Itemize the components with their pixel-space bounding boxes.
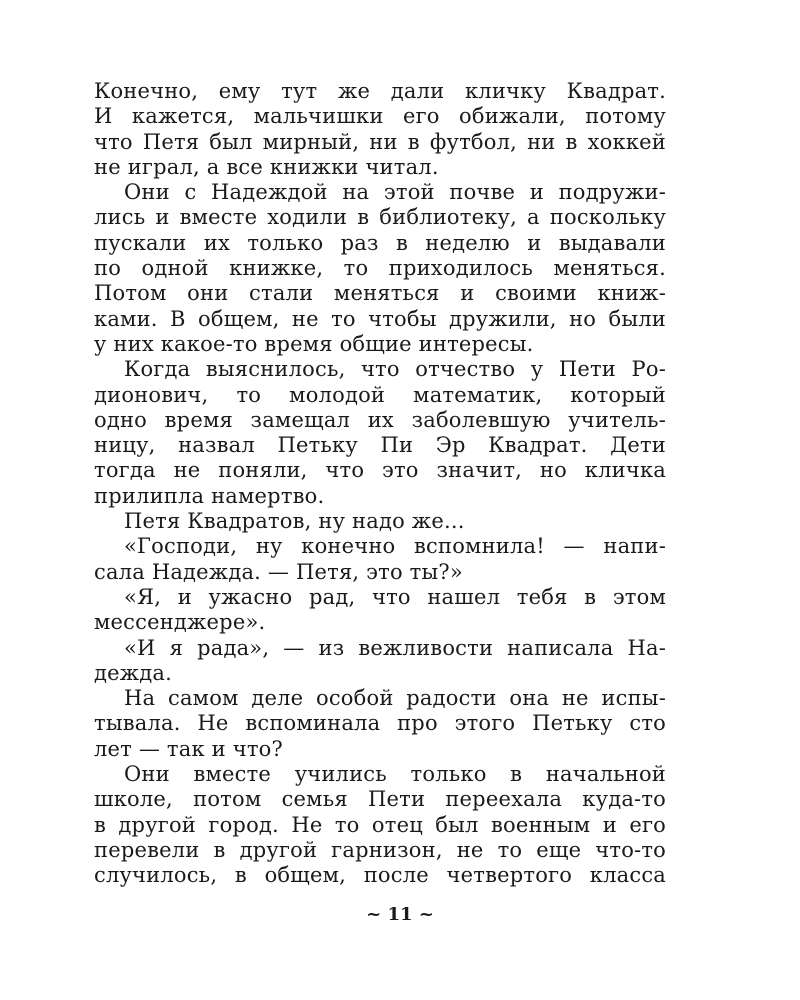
text-line: Они вместе учились только в начальной [124, 762, 666, 787]
text-line: перевели в другой гарнизон, не то еще что-то [94, 837, 666, 862]
text-line: у них какое-то время общие интересы. [94, 331, 534, 356]
text-line: ницу, назвал Петьку Пи Эр Квадрат. Дети [94, 433, 666, 458]
text-line: тывала. Не вспоминала про этого Петьку сто [94, 711, 666, 736]
text-line: Они с Надеждой на этой почве и подружи- [124, 180, 666, 205]
text-line: что Петя был мирный, ни в футбол, ни в хоккей [94, 129, 666, 154]
text-line: школе, потом семья Пети переехала куда-то [94, 787, 666, 812]
text-line: в другой город. Не то отец был военным и его [94, 812, 666, 837]
text-line: Потом они стали меняться и своими книж- [94, 281, 666, 306]
text-line: И кажется, мальчишки его обижали, потому [94, 104, 666, 129]
text-line: тогда не поняли, что это значит, но кличка [94, 458, 666, 483]
body-text [94, 79, 666, 889]
text-line: лет — так и что? [94, 736, 283, 761]
text-line: лись и вместе ходили в библиотеку, а поскольку [94, 205, 666, 230]
text-line: «Господи, ну конечно вспомнила! — напи- [124, 534, 666, 559]
text-line: случилось, в общем, после четвертого класса [94, 863, 666, 888]
text-line: дионович, то молодой математик, который [94, 382, 666, 407]
text-line: дежда. [94, 660, 173, 685]
text-line: «И я рада», — из вежливости написала На- [124, 635, 666, 660]
page-number: ~ 11 ~ [366, 904, 434, 925]
text-line: Петя Квадратов, ну надо же... [124, 509, 465, 534]
text-line: ками. В общем, не то чтобы дружили, но были [94, 306, 666, 331]
text-line: одно время замещал их заболевшую учитель- [94, 407, 666, 432]
text-line: по одной книжке, то приходилось меняться. [94, 256, 666, 281]
text-line: Когда выяснилось, что отчество у Пети Ро- [124, 357, 666, 382]
text-line: На самом деле особой радости она не испы- [124, 686, 666, 711]
text-line: «Я, и ужасно рад, что нашел тебя в этом [124, 584, 666, 609]
text-line: мессенджере». [94, 610, 266, 635]
text-line: сала Надежда. — Петя, это ты?» [94, 559, 463, 584]
text-line: не играл, а все книжки читал. [94, 154, 439, 179]
text-line: пускали их только раз в неделю и выдавали [94, 230, 666, 255]
text-line: Конечно, ему тут же дали кличку Квадрат. [94, 79, 666, 103]
text-line: прилипла намертво. [94, 483, 325, 508]
